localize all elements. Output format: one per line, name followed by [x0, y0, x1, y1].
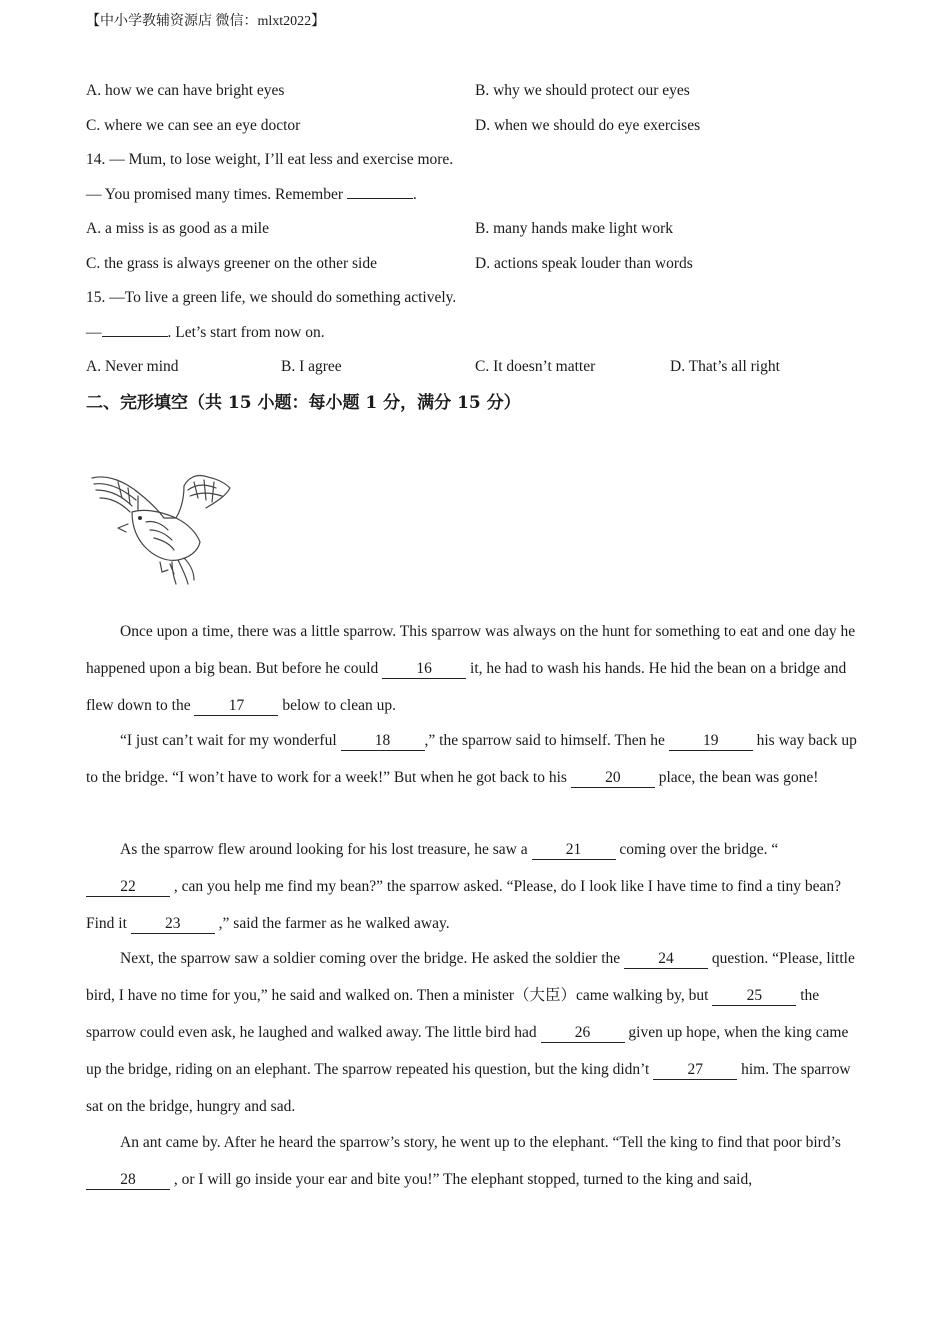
passage-paragraph-1 [86, 613, 862, 724]
blank-21: 21 [532, 841, 616, 860]
p3-text-d: ,” said the farmer as he walked away. [214, 915, 450, 932]
q15-option-d: D. That’s all right [670, 358, 780, 375]
blank-17: 17 [194, 697, 278, 716]
p3-text-b: coming over the bridge. “ [615, 841, 779, 858]
q13-option-a: A. how we can have bright eyes [86, 82, 285, 99]
q14-question: 14. — Mum, to lose weight, I’ll eat less and exercise more. [86, 151, 454, 168]
q14-option-d: D. actions speak louder than words [475, 255, 693, 272]
q13-option-d: D. when we should do eye exercises [475, 117, 701, 134]
blank-20: 20 [571, 769, 655, 788]
p4-text-d: given up hope, when the king came up the bridge, riding on an elephant. The sparrow repeated his question, but the king didn’t [86, 1024, 849, 1078]
blank-24: 24 [624, 950, 708, 969]
p4-text-a: Next, the sparrow saw a soldier coming over the bridge. He asked the soldier the [120, 950, 625, 967]
q14-option-b: B. many hands make light work [475, 220, 674, 237]
blank-26: 26 [541, 1024, 625, 1043]
section-heading: 二、完形填空（共 15 小题：每小题 1 分，满分 15 分） [86, 393, 521, 413]
sparrow-illustration [88, 468, 236, 588]
q15-option-a: A. Never mind [86, 358, 179, 375]
q14-reply-end: . [412, 186, 417, 203]
passage-paragraph-2 [86, 722, 862, 796]
p5-text-a: An ant came by. After he heard the sparrow’s story, he went up to the elephant. “Tell the king to find that poor bird’s [120, 1134, 841, 1151]
q14-blank [347, 198, 413, 199]
blank-16: 16 [382, 660, 466, 679]
p3-text-c: , can you help me find my bean?” the sparrow asked. “Please, do I look like I have time to find a tiny bean? Find it [86, 878, 842, 932]
page-header: 【中小学教辅资源店 微信：mlxt2022】 [86, 14, 326, 29]
q13-option-c: C. where we can see an eye doctor [86, 117, 301, 134]
p2-text-c: his way back up to the bridge. “I won’t have to work for a week!” But when he got back to his [86, 732, 857, 786]
p2-text-b: ,” the sparrow said to himself. Then he [424, 732, 669, 749]
p4-text-c: the sparrow could even ask, he laughed and walked away. The little bird had [86, 987, 820, 1041]
blank-19: 19 [669, 732, 753, 751]
q14-option-a: A. a miss is as good as a mile [86, 220, 269, 237]
blank-25: 25 [712, 987, 796, 1006]
q15-option-c: C. It doesn’t matter [475, 358, 596, 375]
passage-paragraph-5 [86, 1124, 862, 1198]
blank-22: 22 [86, 878, 170, 897]
q14-reply-text: — You promised many times. Remember [86, 186, 347, 203]
q15-reply [86, 323, 325, 343]
p2-text-d: place, the bean was gone! [654, 769, 819, 786]
blank-18: 18 [341, 732, 425, 751]
q15-option-b: B. I agree [281, 358, 342, 375]
p2-text-a: “I just can’t wait for my wonderful [120, 732, 341, 749]
blank-23: 23 [131, 915, 215, 934]
q14-reply [86, 185, 417, 205]
blank-28: 28 [86, 1171, 170, 1190]
p1-text-c: below to clean up. [278, 697, 396, 714]
q15-blank [102, 336, 168, 337]
p3-text-a: As the sparrow flew around looking for his lost treasure, he saw a [120, 841, 532, 858]
q13-option-b: B. why we should protect our eyes [475, 82, 690, 99]
passage-paragraph-4 [86, 940, 862, 1125]
q14-option-c: C. the grass is always greener on the other side [86, 255, 377, 272]
p4-text-b: question. “Please, little bird, I have no time for you,” he said and walked on. Then a minister（大臣）came walking by, but [86, 950, 855, 1004]
p1-text-b: it, he had to wash his hands. He hid the bean on a bridge and flew down to the [86, 660, 847, 714]
q15-reply-text: . Let’s start from now on. [167, 324, 325, 341]
p4-text-e: him. The sparrow sat on the bridge, hungry and sad. [86, 1061, 851, 1115]
q15-reply-dash: — [86, 324, 102, 341]
p5-text-b: , or I will go inside your ear and bite you!” The elephant stopped, turned to the king and said, [170, 1171, 753, 1188]
q15-question: 15. —To live a green life, we should do something actively. [86, 289, 457, 306]
blank-27: 27 [653, 1061, 737, 1080]
p1-text-a: Once upon a time, there was a little sparrow. This sparrow was always on the hunt for something to eat and one day he happened upon a big bean. But before he could [86, 623, 856, 677]
passage-paragraph-3 [86, 831, 862, 942]
